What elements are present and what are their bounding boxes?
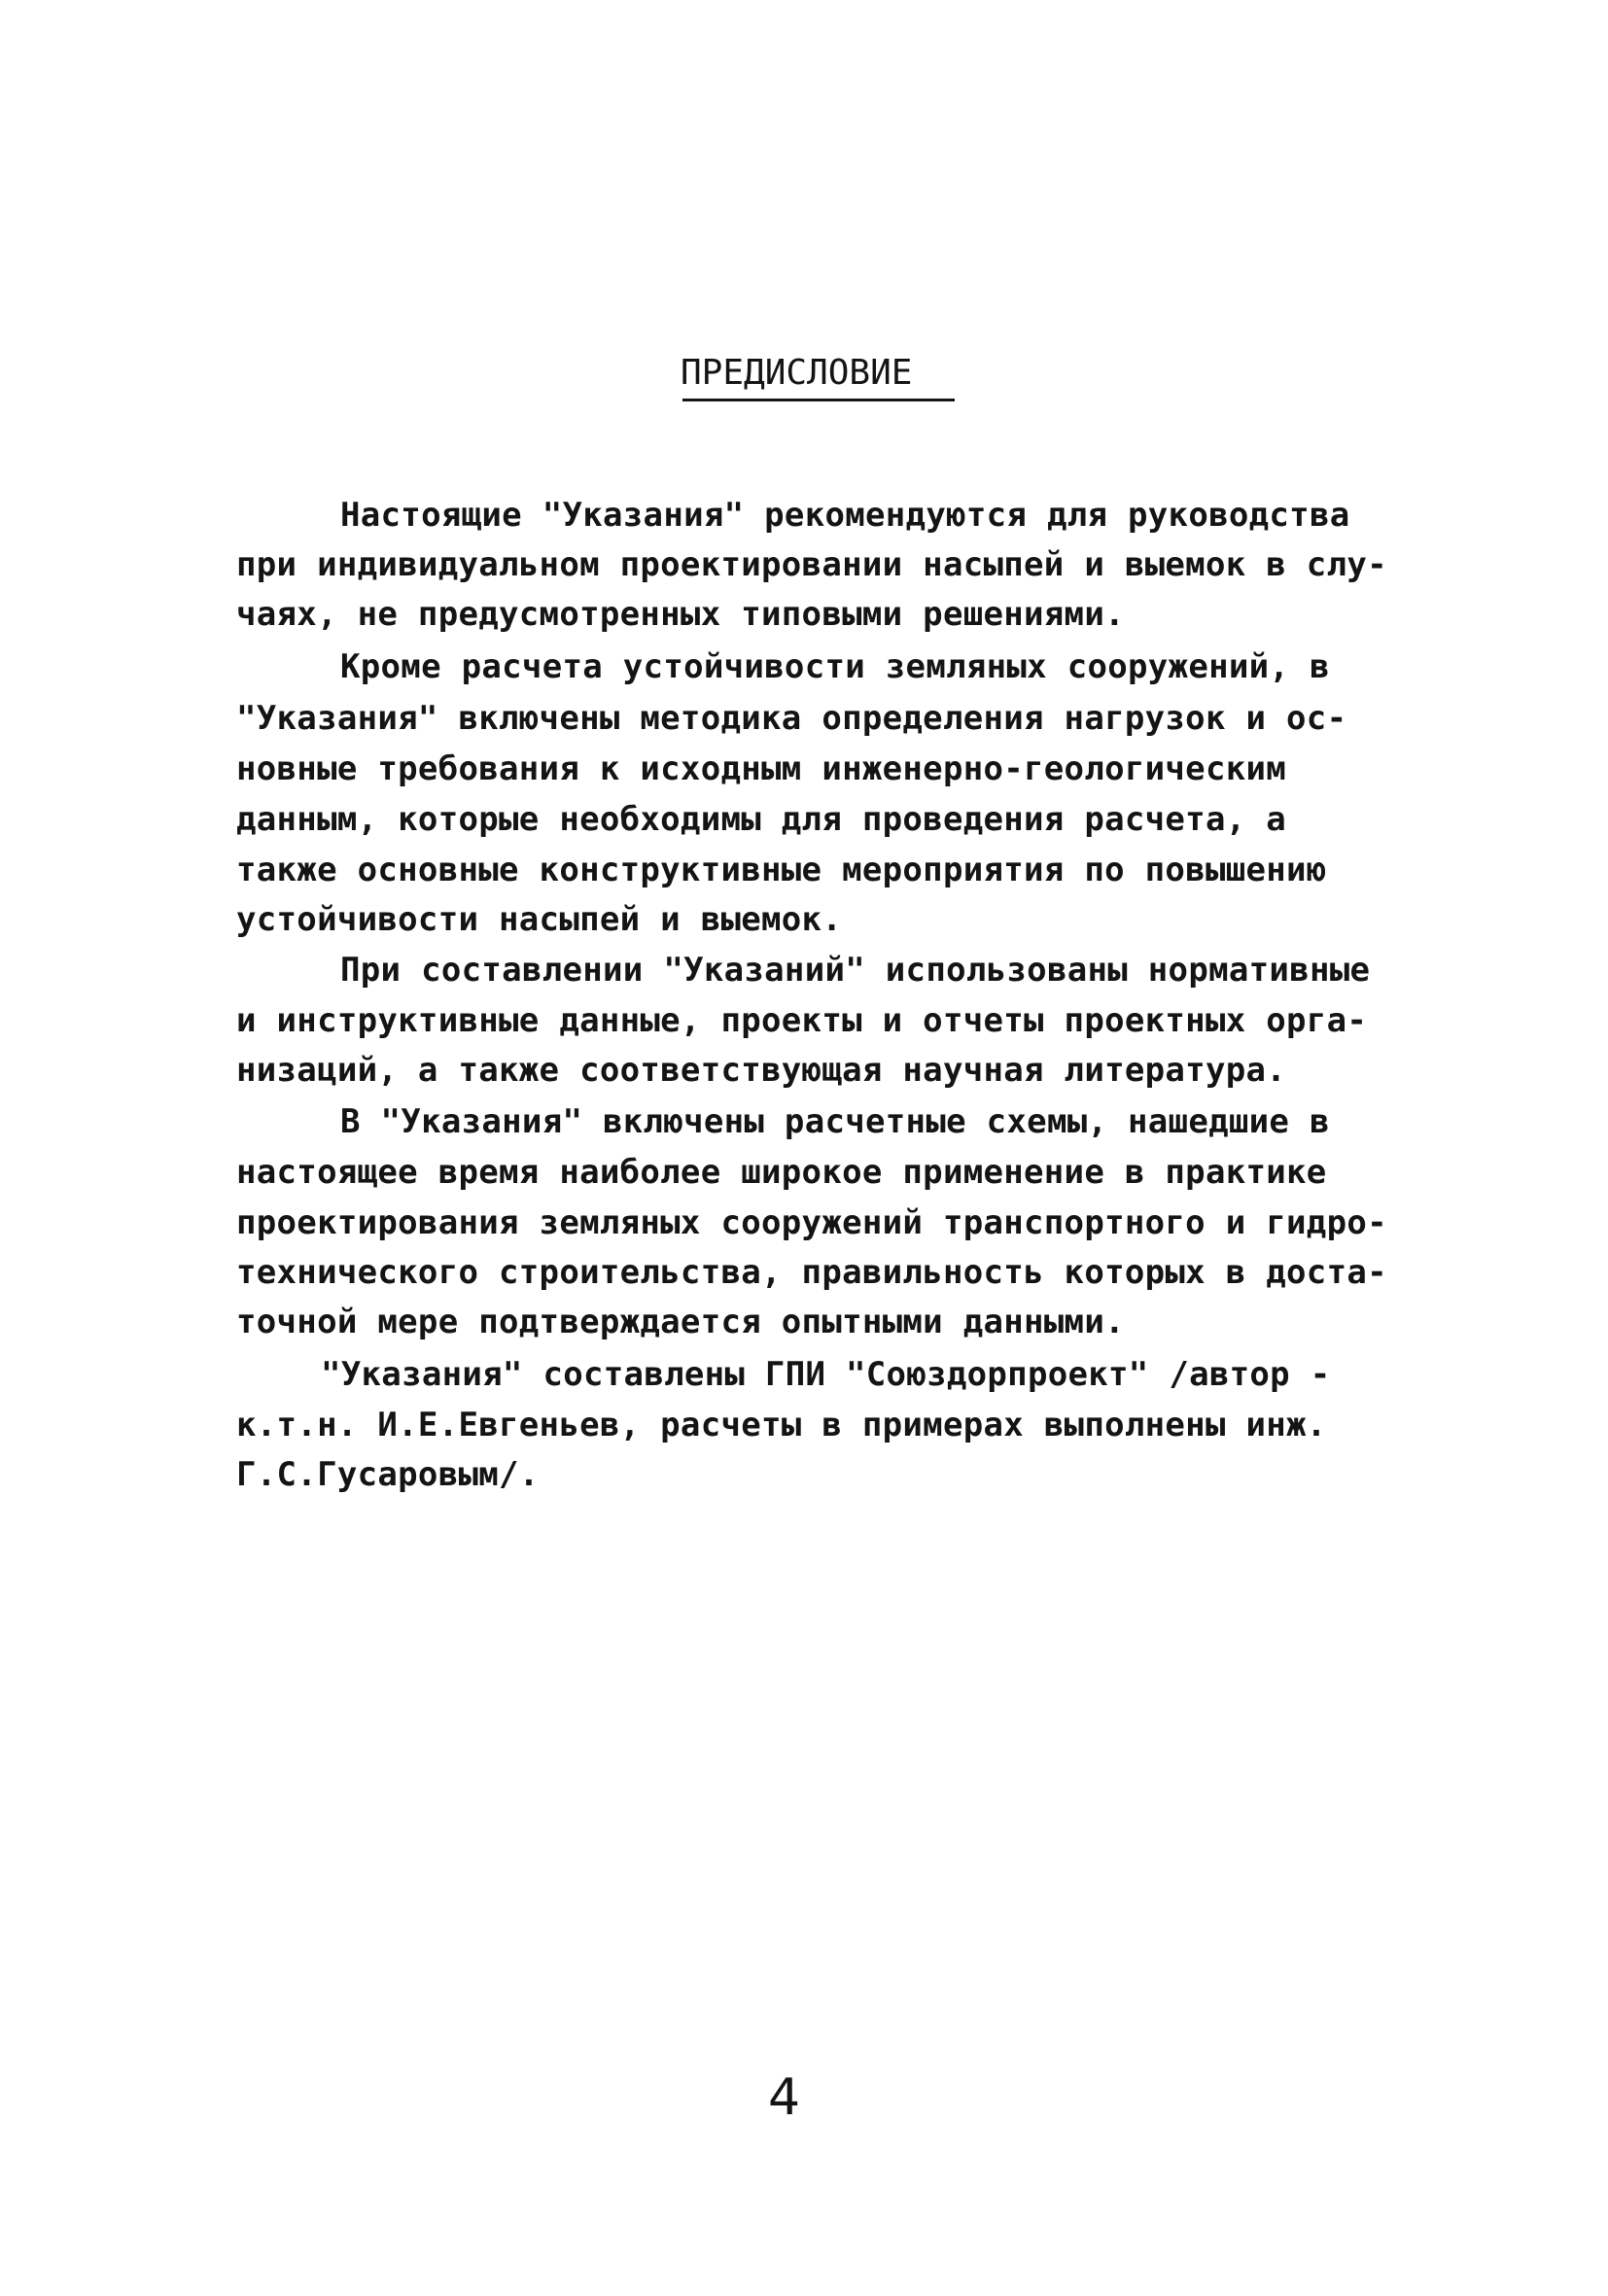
text-line: "Указания" включены методика определения нагрузок и ос- (236, 699, 1347, 738)
text-line: и инструктивные данные, проекты и отчеты проектных орга- (236, 1001, 1368, 1040)
text-line: новные требования к исходным инженерно-геологическим (236, 749, 1287, 788)
text-line: технического строительства, правильность которых в доста- (236, 1253, 1387, 1292)
text-line: проектирования земляных сооружений транспортного и гидро- (236, 1203, 1387, 1242)
text-line: низаций, а также соответствующая научная литература. (236, 1051, 1287, 1090)
text-line: устойчивости насыпей и выемок. (236, 900, 843, 939)
text-line: также основные конструктивные мероприятия по повышению (236, 851, 1327, 889)
text-line: при индивидуальном проектировании насыпей и выемок в слу- (236, 545, 1387, 584)
text-line: При составлении "Указаний" использованы нормативные (340, 951, 1371, 990)
text-line: "Указания" составлены ГПИ "Союздорпроект" /автор - (321, 1355, 1331, 1394)
page-title: ПРЕДИСЛОВИЕ (681, 353, 913, 393)
text-line: чаях, не предусмотренных типовыми решениями. (236, 595, 1125, 634)
page-number: 4 (768, 2069, 801, 2127)
text-line: Настоящие "Указания" рекомендуются для руководства (340, 496, 1350, 535)
text-line: точной мере подтверждается опытными данными. (236, 1303, 1125, 1341)
text-line: настоящее время наиболее широкое применение в практике (236, 1153, 1327, 1192)
text-line: Г.С.Гусаровым/. (236, 1455, 540, 1494)
title-underline (682, 399, 955, 401)
text-line: Кроме расчета устойчивости земляных сооружений, в (340, 647, 1330, 686)
text-line: В "Указания" включены расчетные схемы, нашедшие в (340, 1102, 1330, 1141)
text-line: к.т.н. И.Е.Евгеньев, расчеты в примерах выполнены инж. (236, 1406, 1327, 1444)
text-line: данным, которые необходимы для проведения расчета, а (236, 800, 1287, 839)
